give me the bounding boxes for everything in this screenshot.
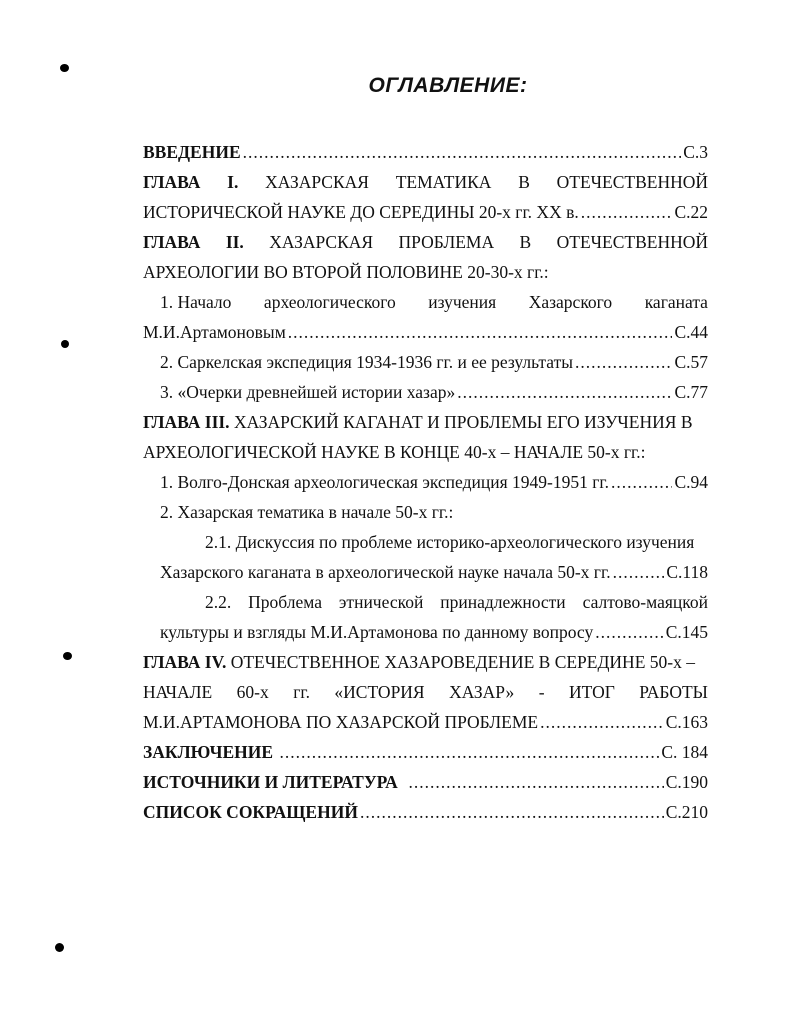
entry-word: ПРОБЛЕМА [398, 232, 495, 252]
entry-word: II. [225, 232, 244, 252]
toc-entry-introduction [143, 139, 708, 165]
toc-entry-chapter-4-cont [143, 679, 708, 705]
entry-word: археологического [263, 292, 396, 312]
entry-word: изучения [428, 292, 497, 312]
entry-word: этнической [338, 592, 424, 612]
page-title: ОГЛАВЛЕНИЕ: [368, 74, 528, 97]
page-number: С.190 [665, 772, 708, 792]
toc-entry-2-1-cont [143, 319, 708, 345]
toc-entry-3-2-2-cont [160, 619, 708, 645]
entry-label: М.И.Артамоновым [143, 322, 286, 342]
toc-entry-chapter-1 [143, 169, 708, 195]
entry-word: ХАЗАРСКАЯ [269, 232, 374, 252]
leader-dots [243, 139, 682, 165]
margin-mark [61, 340, 69, 348]
entry-word: 1. Начало [160, 292, 232, 312]
toc-entry-3-1 [160, 469, 708, 495]
toc-entry-chapter-3 [143, 409, 708, 435]
leader-dots [595, 619, 663, 645]
entry-label: ИСТОЧНИКИ И ЛИТЕРАТУРА [143, 772, 407, 792]
entry-word: Хазарского [528, 292, 613, 312]
page-number: С.145 [665, 622, 708, 642]
margin-mark [63, 652, 72, 660]
toc-entry-chapter-4 [143, 649, 708, 675]
entry-word: ОТЕЧЕСТВЕННОЙ [556, 232, 708, 252]
page-number: С.94 [674, 472, 708, 492]
entry-label: 3. «Очерки древнейшей истории хазар» [160, 382, 456, 402]
toc-entry-chapter-4-cont2 [143, 709, 708, 735]
entry-word: ХАЗАРСКАЯ [265, 172, 369, 192]
toc-entry-conclusion [143, 739, 708, 765]
leader-dots [360, 799, 664, 825]
toc-entry-chapter-1-cont [143, 199, 708, 225]
page-number: С.163 [665, 712, 708, 732]
leader-dots [575, 349, 672, 375]
toc-entry-2-1 [160, 289, 708, 315]
entry-word: ТЕМАТИКА [395, 172, 492, 192]
entry-label: АРХЕОЛОГИИ ВО ВТОРОЙ ПОЛОВИНЕ 20-30-х гг.: [143, 262, 549, 282]
entry-word: ИТОГ [568, 682, 615, 702]
entry-label: АРХЕОЛОГИЧЕСКОЙ НАУКЕ В КОНЦЕ 40-х – НАЧАЛЕ 50-х гг.: [143, 442, 646, 462]
entry-word: В [519, 232, 532, 252]
toc-entry-2-3 [160, 379, 708, 405]
entry-word: ХАЗАР» [449, 682, 515, 702]
entry-label: ИСТОРИЧЕСКОЙ НАУКЕ ДО СЕРЕДИНЫ 20-х гг. XX в. [143, 202, 579, 222]
toc-entry-3-2-1 [205, 529, 708, 555]
entry-word: 2.2. [205, 592, 232, 612]
leader-dots [279, 739, 659, 765]
entry-word: I. [227, 172, 239, 192]
toc-entry-abbreviations [143, 799, 708, 825]
entry-word: принадлежности [440, 592, 566, 612]
entry-word: салтово-маяцкой [582, 592, 708, 612]
leader-dots [540, 709, 664, 735]
entry-word: РАБОТЫ [639, 682, 708, 702]
page-number: С.44 [674, 322, 708, 342]
entry-label: ВВЕДЕНИЕ [143, 142, 241, 162]
entry-label: культуры и взгляды М.И.Артамонова по данному вопросу [160, 622, 594, 642]
entry-word: 60-х [236, 682, 269, 702]
entry-label: СПИСОК СОКРАЩЕНИЙ [143, 802, 358, 822]
leader-dots [457, 379, 672, 405]
page-number: С.57 [674, 352, 708, 372]
entry-label: ХАЗАРСКИЙ КАГАНАТ И ПРОБЛЕМЫ ЕГО ИЗУЧЕНИЯ В [229, 412, 693, 432]
entry-word: Проблема [248, 592, 322, 612]
leader-dots [581, 199, 673, 225]
toc-entry-chapter-2-cont [143, 259, 708, 285]
page-number: С.118 [666, 562, 708, 582]
entry-label: ЗАКЛЮЧЕНИЕ [143, 742, 278, 762]
entry-label: М.И.АРТАМОНОВА ПО ХАЗАРСКОЙ ПРОБЛЕМЕ [143, 712, 539, 732]
entry-word: ОТЕЧЕСТВЕННОЙ [556, 172, 708, 192]
toc-entry-chapter-2 [143, 229, 708, 255]
margin-mark [55, 943, 64, 952]
leader-dots [613, 559, 665, 585]
entry-label: Хазарского каганата в археологической науке начала 50-х гг. [160, 562, 611, 582]
toc-entry-3-2-2 [205, 589, 708, 615]
toc-entry-3-2 [160, 499, 708, 525]
toc-entry-3-2-1-cont [160, 559, 708, 585]
toc-entry-sources [143, 769, 708, 795]
page-number: С.210 [665, 802, 708, 822]
leader-dots [409, 769, 664, 795]
toc-entry-2-2 [160, 349, 708, 375]
entry-label: ОТЕЧЕСТВЕННОЕ ХАЗАРОВЕДЕНИЕ В СЕРЕДИНЕ 50-х – [226, 652, 695, 672]
entry-label: 2. Хазарская тематика в начале 50-х гг.: [160, 502, 454, 522]
toc-entry-chapter-3-cont [143, 439, 708, 465]
entry-label: 1. Волго-Донская археологическая экспедиция 1949-1951 гг. [160, 472, 609, 492]
entry-word: В [518, 172, 530, 192]
entry-word: каганата [644, 292, 708, 312]
entry-label: 2. Саркелская экспедиция 1934-1936 гг. и ее результаты [160, 352, 573, 372]
page-number: С.22 [674, 202, 708, 222]
entry-word: ГЛАВА [143, 232, 201, 252]
entry-chapter-number: ГЛАВА III. [143, 412, 230, 432]
entry-word: - [538, 682, 545, 702]
entry-word: «ИСТОРИЯ [334, 682, 425, 702]
entry-word: НАЧАЛЕ [143, 682, 213, 702]
leader-dots [288, 319, 673, 345]
entry-word: гг. [293, 682, 310, 702]
page-number: С.3 [683, 142, 708, 162]
entry-word: ГЛАВА [143, 172, 201, 192]
entry-label: 2.1. Дискуссия по проблеме историко-археологического изучения [205, 532, 695, 552]
margin-mark [60, 64, 69, 72]
leader-dots [611, 469, 672, 495]
page-number: С.77 [674, 382, 708, 402]
entry-chapter-number: ГЛАВА IV. [143, 652, 227, 672]
page-number: С. 184 [661, 742, 708, 762]
